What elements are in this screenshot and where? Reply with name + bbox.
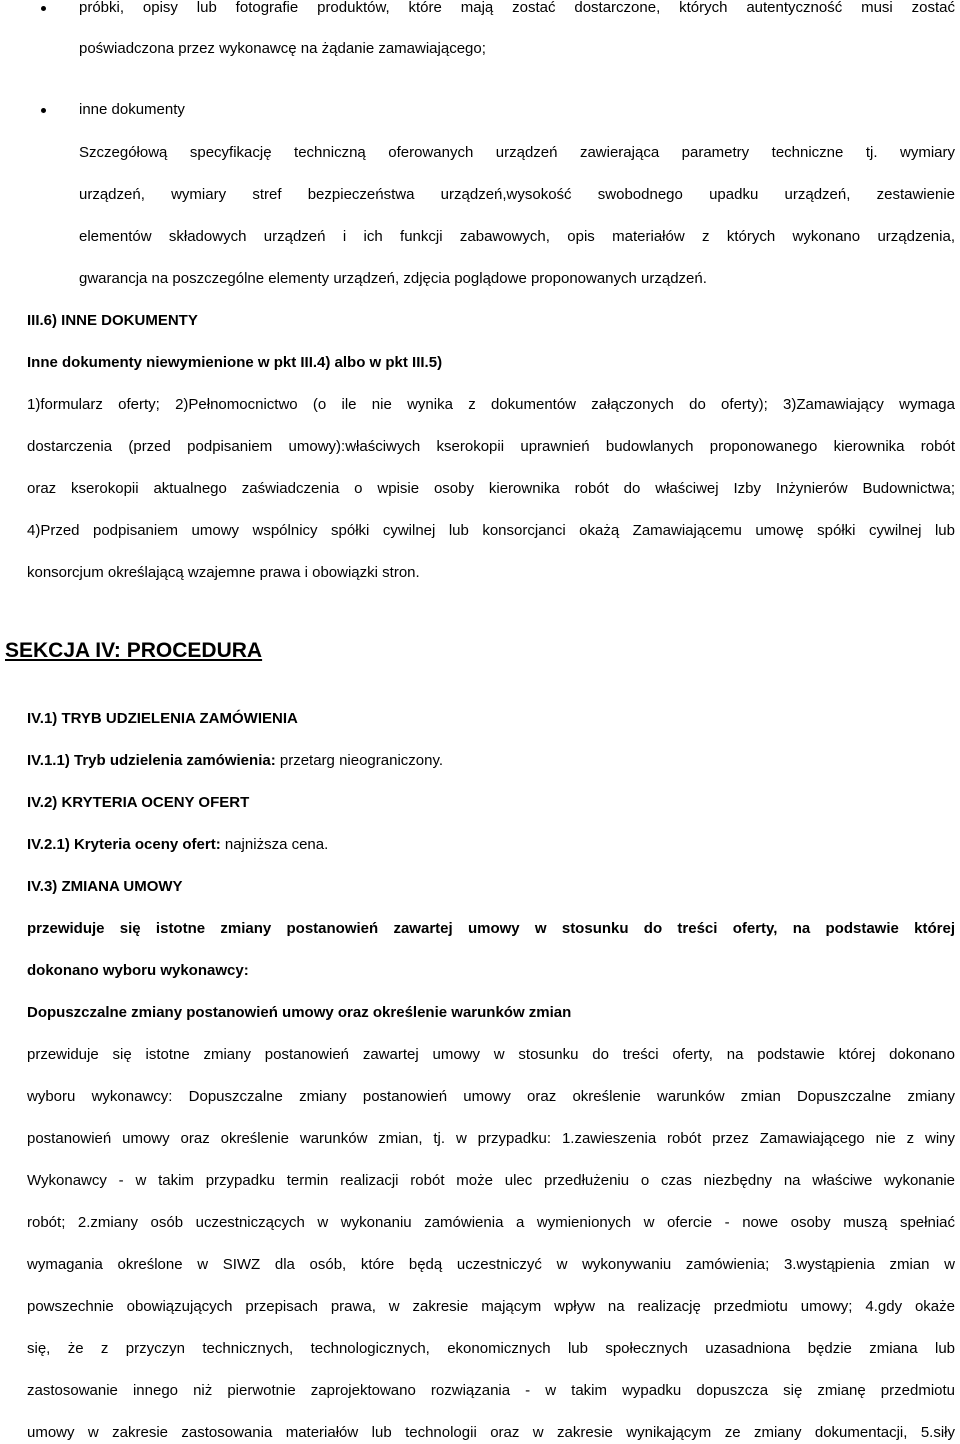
bullet-marker: [41, 108, 46, 113]
paragraph-line: oraz kserokopii aktualnego zaświadczenia o wpisie osoby kierownika robót do właściwej Izby Inżynierów Budownictwa;: [27, 480, 955, 497]
paragraph-line: umowy w zakresie zastosowania materiałów lub technologii oraz w zakresie wynikającym ze zmiany dokumentacji, 5.siły: [27, 1424, 955, 1441]
paragraph-line: wyboru wykonawcy: Dopuszczalne zmiany postanowień umowy oraz określenie warunków zmian Dopuszczalne zmiany: [27, 1088, 955, 1105]
bullet-2-line-4: gwarancja na poszczególne elementy urządzeń, zdjęcia poglądowe proponowanych urządzeń.: [79, 270, 707, 287]
subheading-other-documents: Inne dokumenty niewymienione w pkt III.4) albo w pkt III.5): [27, 354, 443, 371]
bullet-2-line-2: urządzeń, wymiary stref bezpieczeństwa urządzeń,wysokość swobodnego upadku urządzeń, zestawienie: [79, 186, 955, 203]
bullet-2-line-1: Szczegółową specyfikację techniczną oferowanych urządzeń zawierająca parametry techniczne tj. wymiary: [79, 144, 955, 161]
section-heading-iv-2: IV.2) KRYTERIA OCENY OFERT: [27, 794, 250, 811]
section-heading-iv-3: IV.3) ZMIANA UMOWY: [27, 878, 183, 895]
bold-paragraph-line: Dopuszczalne zmiany postanowień umowy oraz określenie warunków zmian: [27, 1004, 572, 1021]
bullet-2-line-3: elementów składowych urządzeń i ich funkcji zabawowych, opis materiałów z których wykonano urządzenia,: [79, 228, 955, 245]
paragraph-line: 4)Przed podpisaniem umowy wspólnicy spółki cywilnej lub konsorcjanci okażą Zamawiającemu umowę spółki cywilnej lub: [27, 522, 955, 539]
bullet-2-title: inne dokumenty: [79, 101, 185, 118]
bullet-marker: [41, 6, 46, 11]
procedure-type-value: przetarg nieograniczony.: [275, 752, 444, 769]
criteria-label: IV.2.1) Kryteria oceny ofert:: [27, 836, 221, 853]
procedure-type-label: IV.1.1) Tryb udzielenia zamówienia:: [27, 752, 276, 769]
paragraph-line: przewiduje się istotne zmiany postanowień zawartej umowy w stosunku do treści oferty, na podstawie której dokonano: [27, 1046, 955, 1063]
paragraph-line: wymagania określone w SIWZ dla osób, które będą uczestniczyć w wykonywaniu zamówienia; 3.wystąpienia zmian w: [27, 1256, 955, 1273]
bold-paragraph-line: dokonano wyboru wykonawcy:: [27, 962, 249, 979]
criteria-row: [27, 836, 955, 854]
paragraph-line: Wykonawcy - w takim przypadku termin realizacji robót może ulec przedłużeniu o czas niezbędny na właściwe wykonanie: [27, 1172, 955, 1189]
paragraph-line: się, że z przyczyn technicznych, technologicznych, ekonomicznych lub społecznych uzasadniona będzie zmiana lub: [27, 1340, 955, 1357]
criteria-value: najniższa cena.: [220, 836, 329, 853]
procedure-type-row: [27, 752, 955, 770]
paragraph-line: zastosowanie innego niż pierwotnie zaprojektowano rozwiązania - w takim wypadku dopuszcza się zmianę przedmiotu: [27, 1382, 955, 1399]
paragraph-line: powszechnie obowiązujących przepisach prawa, w zakresie mającym wpływ na realizację przedmiotu umowy; 4.gdy okaże: [27, 1298, 955, 1315]
section-title-procedura: SEKCJA IV: PROCEDURA: [5, 639, 263, 662]
bullet-1-line-2: poświadczona przez wykonawcę na żądanie zamawiającego;: [79, 40, 486, 57]
paragraph-line: 1)formularz oferty; 2)Pełnomocnictwo (o ile nie wynika z dokumentów załączonych do oferty); 3)Zamawiający wymaga: [27, 396, 955, 413]
bullet-1-line-1: próbki, opisy lub fotografie produktów, które mają zostać dostarczone, których autentyczność musi zostać: [79, 0, 955, 16]
section-heading-iv-1: IV.1) TRYB UDZIELENIA ZAMÓWIENIA: [27, 710, 298, 727]
bold-paragraph-line: przewiduje się istotne zmiany postanowień zawartej umowy w stosunku do treści oferty, na podstawie której: [27, 920, 955, 937]
paragraph-line: konsorcjum określającą wzajemne prawa i obowiązki stron.: [27, 564, 420, 581]
paragraph-line: robót; 2.zmiany osób uczestniczących w wykonaniu zamówienia a wymienionych w ofercie - nowe osoby muszą spełniać: [27, 1214, 955, 1231]
section-heading-iii-6: III.6) INNE DOKUMENTY: [27, 312, 198, 329]
paragraph-line: postanowień umowy oraz określenie warunków zmian, tj. w przypadku: 1.zawieszenia robót przez Zamawiającego nie z winy: [27, 1130, 955, 1147]
paragraph-line: dostarczenia (przed podpisaniem umowy):właściwych kserokopii uprawnień budowlanych proponowanego kierownika robót: [27, 438, 955, 455]
